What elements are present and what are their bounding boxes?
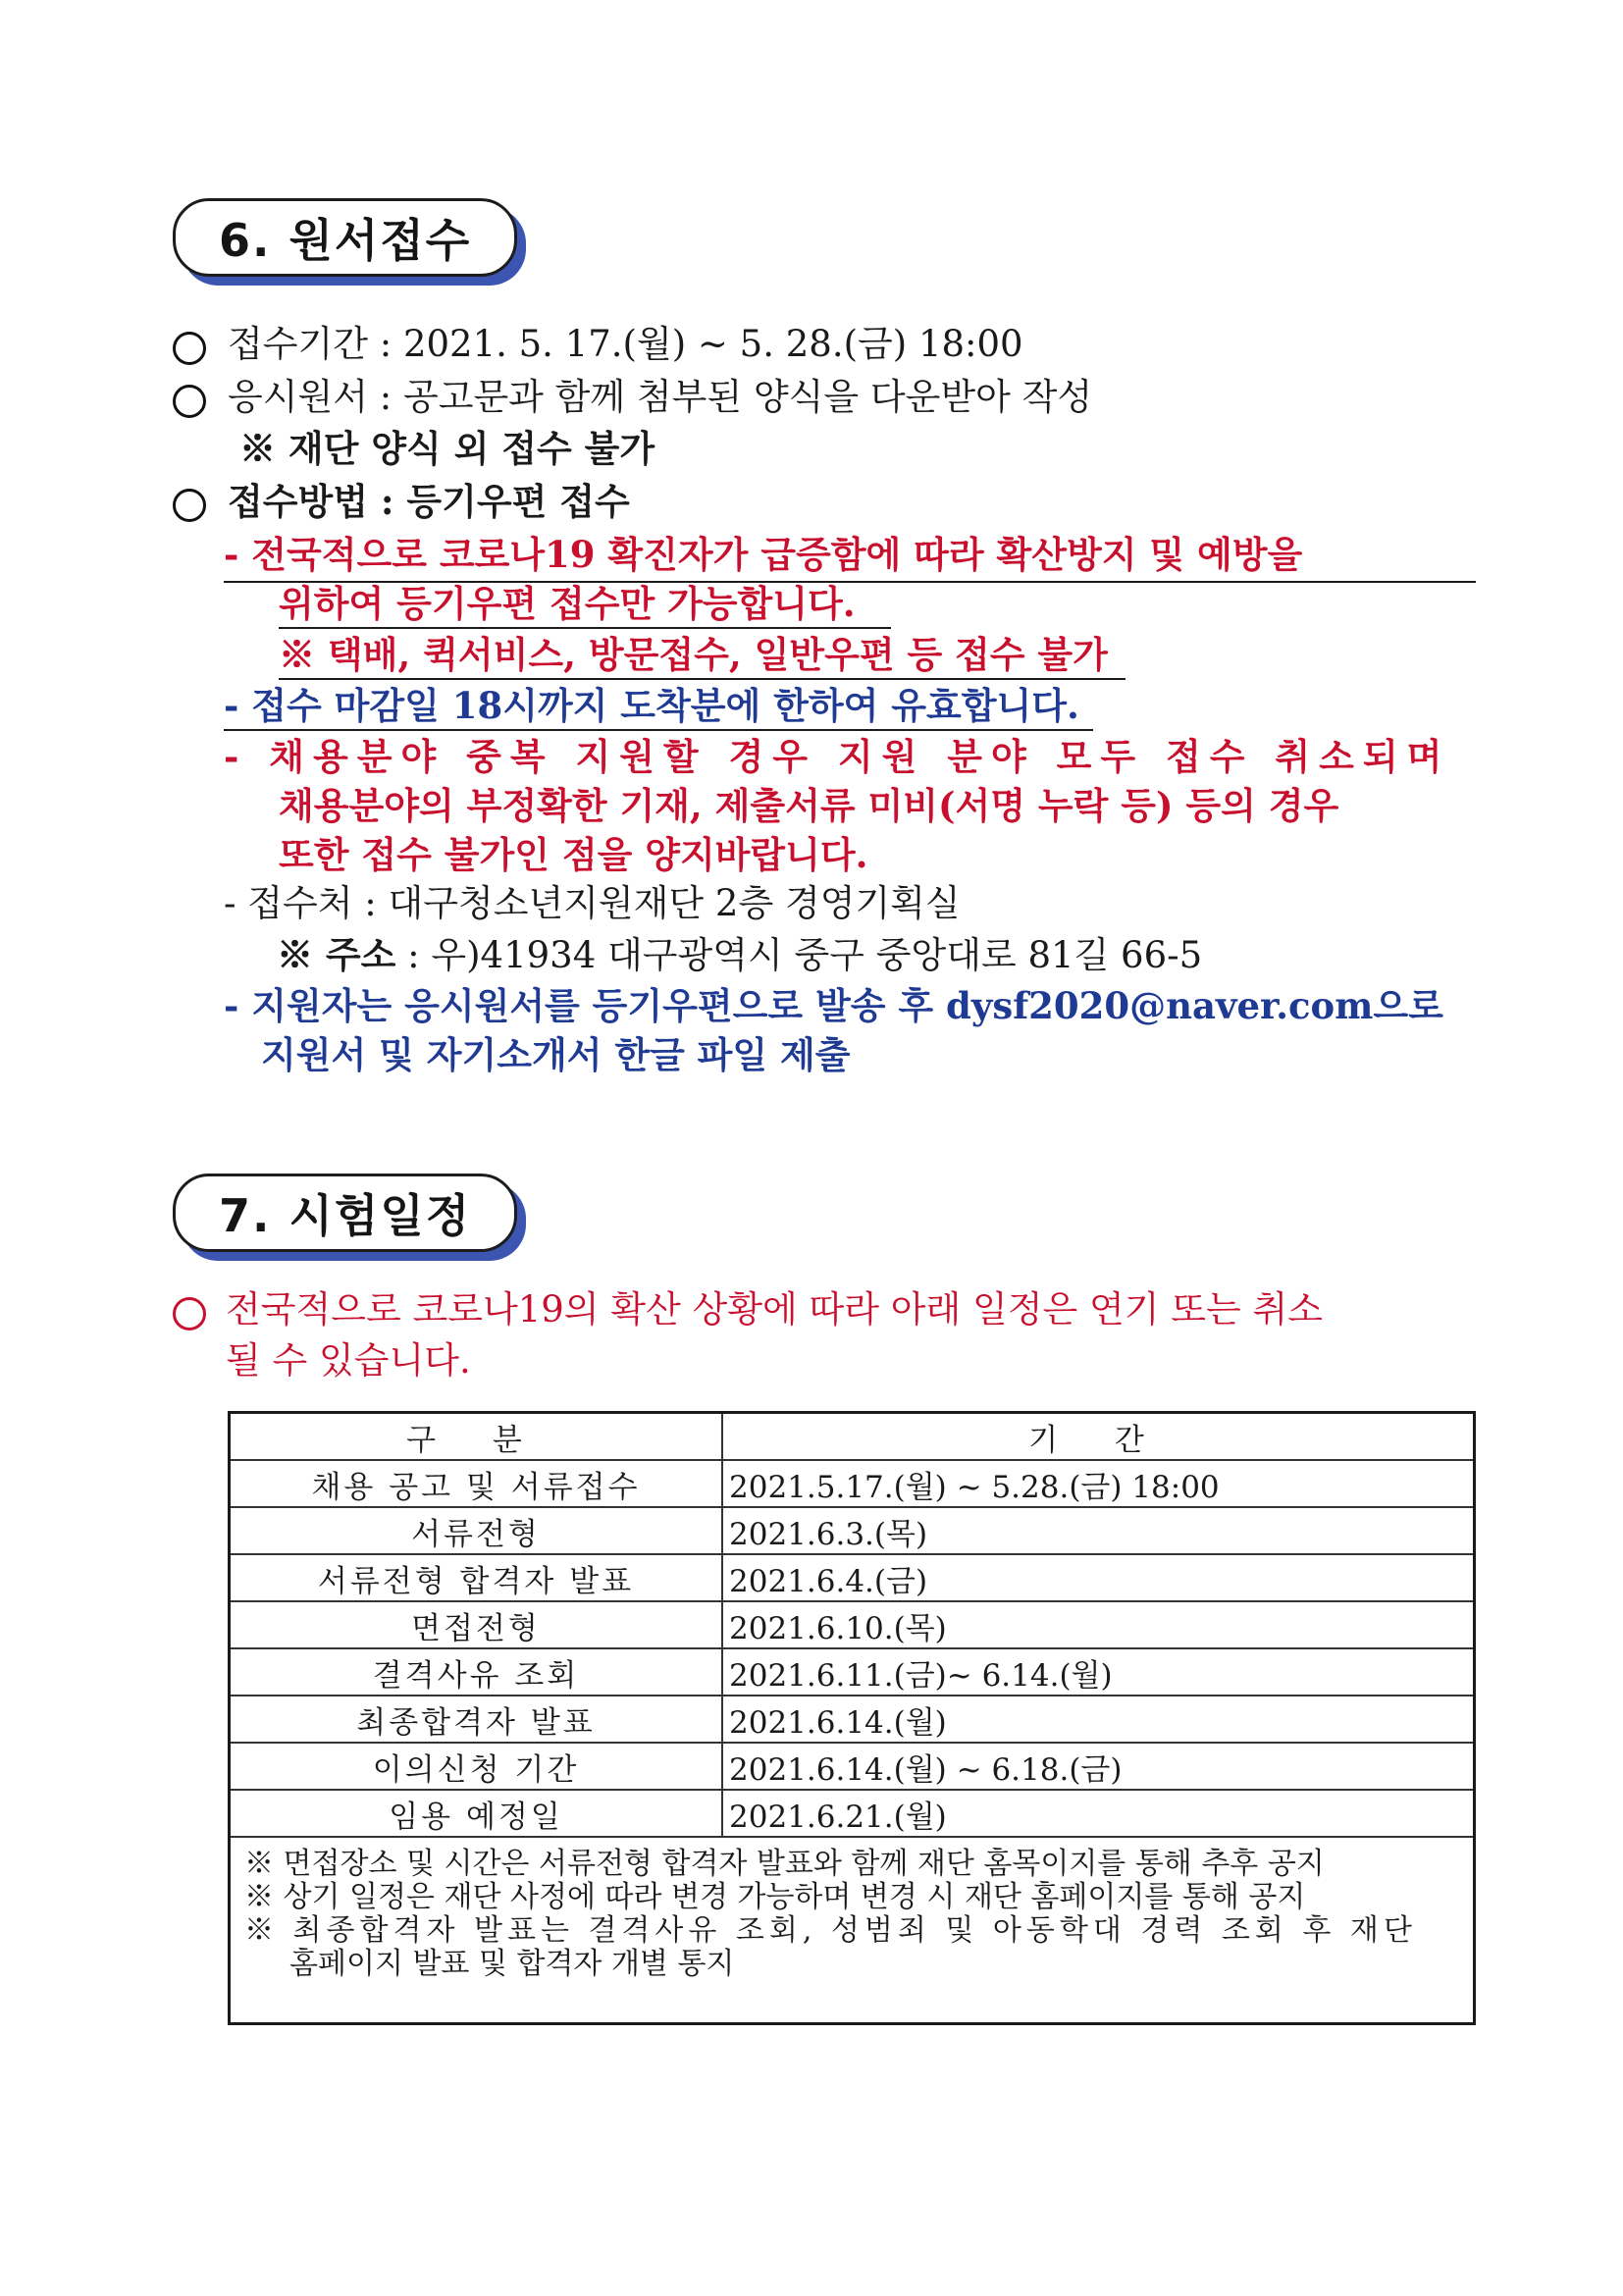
- row-period: 2021.6.14.(월): [722, 1696, 1475, 1743]
- row-period: 2021.6.21.(월): [722, 1790, 1475, 1837]
- address-line: [277, 930, 1202, 980]
- covid-notice-line1: - 전국적으로 코로나19 확진자가 급증함에 따라 확산방지 및 예방을: [224, 530, 1476, 583]
- table-row: [230, 1554, 1475, 1601]
- table-row: [230, 1696, 1475, 1743]
- section7-title: 7. 시험일정: [219, 1189, 472, 1242]
- email-notice-line1: - 지원자는 응시원서를 등기우편으로 발송 후 dysf2020@naver.com으로: [224, 984, 1443, 1027]
- table-row: [230, 1507, 1475, 1554]
- table-notes-row: [230, 1837, 1475, 2024]
- header-category: 구 분: [230, 1413, 723, 1461]
- covid-notice-line3: ※ 택배, 퀵서비스, 방문접수, 일반우편 등 접수 불가: [279, 630, 1126, 679]
- reception-place: - 접수처 : 대구청소년지원재단 2층 경영기획실: [224, 882, 961, 924]
- row-category: 서류전형 합격자 발표: [230, 1554, 723, 1601]
- bullet-circle-icon: [173, 1297, 206, 1331]
- row-category: 최종합격자 발표: [230, 1696, 723, 1743]
- reception-method: 접수방법 : 등기우편 접수: [228, 480, 630, 523]
- table-note: ※ 면접장소 및 시간은 서류전형 합격자 발표와 함께 재단 홈목이지를 통해 추후 공지: [244, 1847, 1325, 1881]
- schedule-notice-line1: 전국적으로 코로나19의 확산 상황에 따라 아래 일정은 연기 또는 취소: [226, 1288, 1323, 1331]
- table-row: [230, 1790, 1475, 1837]
- row-period: 2021.6.10.(목): [722, 1601, 1475, 1648]
- row-category: 임용 예정일: [230, 1790, 723, 1837]
- row-category: 이의신청 기간: [230, 1743, 723, 1790]
- table-note: ※ 상기 일정은 재단 사정에 따라 변경 가능하며 변경 시 재단 홈페이지를 통해 공지: [244, 1880, 1306, 1914]
- table-row: [230, 1743, 1475, 1790]
- duplicate-notice-line3: 또한 접수 불가인 점을 양지바랍니다.: [279, 833, 868, 876]
- address-text: : 우)41934 대구광역시 중구 중앙대로 81길 66-5: [407, 934, 1203, 976]
- bullet-circle-icon: [173, 332, 206, 365]
- row-category: 결격사유 조회: [230, 1648, 723, 1696]
- table-note: ※ 최종합격자 발표는 결격사유 조회, 성범죄 및 아동학대 경력 조회 후 재단: [244, 1913, 1417, 1948]
- schedule-notice-line2: 될 수 있습니다.: [226, 1339, 471, 1382]
- application-form-note: ※ 재단 양식 외 접수 불가: [239, 427, 655, 470]
- section6-heading: [173, 198, 517, 277]
- table-row: [230, 1648, 1475, 1696]
- table-header-row: [230, 1413, 1475, 1461]
- row-period: 2021.6.3.(목): [722, 1507, 1475, 1554]
- table-notes: [230, 1837, 1475, 2024]
- application-form: 응시원서 : 공고문과 함께 첨부된 양식을 다운받아 작성: [228, 376, 1093, 418]
- table-row: [230, 1460, 1475, 1507]
- row-period: 2021.6.14.(월) ~ 6.18.(금): [722, 1743, 1475, 1790]
- reception-period: 접수기간 : 2021. 5. 17.(월) ~ 5. 28.(금) 18:00: [228, 323, 1023, 365]
- row-category: 서류전형: [230, 1507, 723, 1554]
- covid-notice-line2: 위하여 등기우편 접수만 가능합니다.: [279, 579, 891, 628]
- bullet-circle-icon: [173, 385, 206, 418]
- section7-heading: [173, 1174, 517, 1252]
- bullet-circle-icon: [173, 489, 206, 522]
- address-label: ※ 주소: [277, 933, 396, 976]
- table-row: [230, 1601, 1475, 1648]
- row-period: 2021.6.4.(금): [722, 1554, 1475, 1601]
- header-period: 기 간: [722, 1413, 1475, 1461]
- row-category: 채용 공고 및 서류접수: [230, 1460, 723, 1507]
- duplicate-notice-line2: 채용분야의 부정확한 기재, 제출서류 미비(서명 누락 등) 등의 경우: [279, 784, 1339, 827]
- email-notice-line2: 지원서 및 자기소개서 한글 파일 제출: [261, 1033, 851, 1076]
- row-period: 2021.6.11.(금)~ 6.14.(월): [722, 1648, 1475, 1696]
- deadline-notice: - 접수 마감일 18시까지 도착분에 한하여 유효합니다.: [224, 681, 1093, 730]
- duplicate-notice-line1: - 채용분야 중복 지원할 경우 지원 분야 모두 접수 취소되며: [224, 735, 1451, 778]
- row-category: 면접전형: [230, 1601, 723, 1648]
- schedule-table: [228, 1411, 1476, 2025]
- section6-title: 6. 원서접수: [219, 214, 472, 267]
- row-period: 2021.5.17.(월) ~ 5.28.(금) 18:00: [722, 1460, 1475, 1507]
- table-note: 홈페이지 발표 및 합격자 개별 통지: [289, 1947, 735, 1981]
